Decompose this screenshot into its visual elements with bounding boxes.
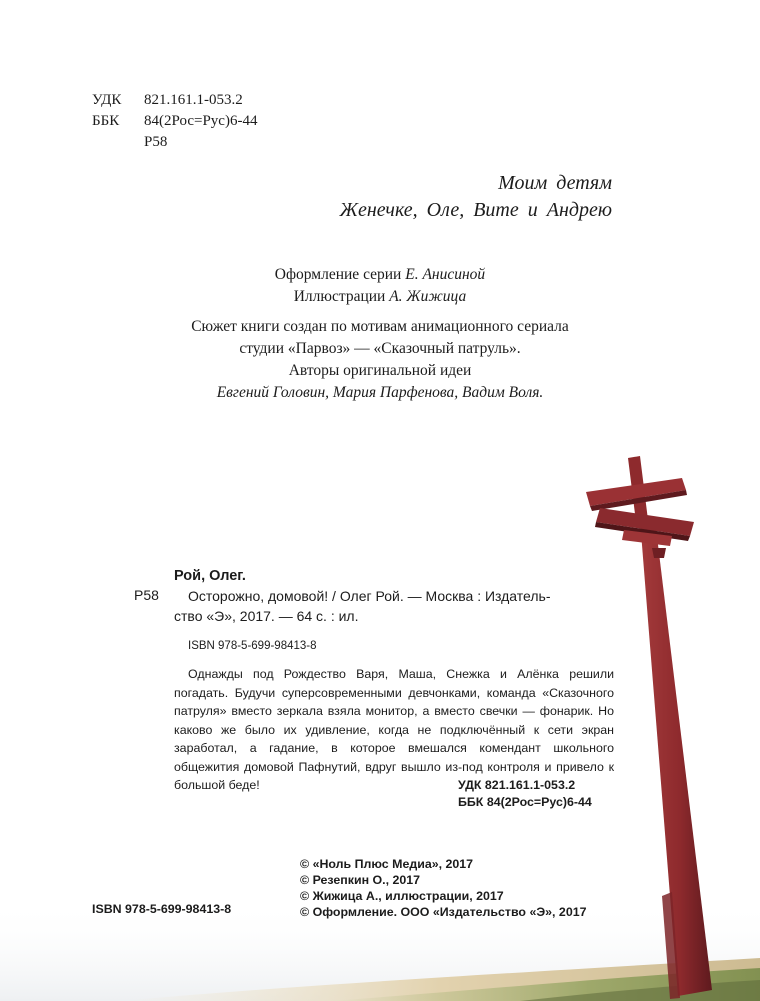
bbk-label: ББК [92, 113, 120, 129]
series-design-name: Е. Анисиной [405, 266, 486, 283]
biblio-bbk: ББК 84(2Рос=Рус)6-44 [458, 795, 592, 809]
biblio-record [174, 566, 614, 655]
signpost-peg [652, 548, 666, 558]
copyright-line: © Жижица А., иллюстрации, 2017 [300, 889, 504, 903]
copyright-block [300, 856, 587, 920]
biblio-description-line-2: ство «Э», 2017. — 64 с. : ил. [174, 608, 359, 624]
biblio-annotation: Однажды под Рождество Варя, Маша, Снежка и Алёнка решили погадать. Будучи суперсовременными девчонками, команда «Сказочного патруля» вместо зеркала взяла монитор, а вместо свечки — фонарик. Но каково же было их удивление, когда не подключённый к сети экран заработал, а гадание, в которое вмешался комендант школьного общежития домовой Пафнутий, вдруг вышло из-под контроля и привело к большой беде! [174, 667, 614, 792]
copyright-line: © Оформление. ООО «Издательство «Э», 2017 [300, 905, 587, 919]
author-mark: Р58 [144, 134, 168, 150]
series-credits [150, 264, 610, 308]
authors-heading: Авторы оригинальной идеи [288, 362, 472, 379]
authors-names: Евгений Головин, Мария Парфенова, Вадим Воля. [216, 384, 544, 401]
source-line-2: студии «Парвоз» — «Сказочный патруль». [239, 340, 521, 357]
biblio-classification [458, 777, 592, 811]
biblio-description-line-1: Осторожно, домовой! / Олег Рой. — Москва : Издатель- [188, 588, 551, 604]
source-line-1: Сюжет книги создан по мотивам анимационного сериала [191, 318, 569, 335]
illustrations-name: А. Жижица [389, 288, 467, 305]
series-design-label: Оформление серии [274, 266, 402, 283]
dedication-line-2: Женечке, Оле, Вите и Андрею [339, 199, 612, 221]
author-mark-row [92, 132, 257, 153]
udk-label: УДК [92, 92, 122, 108]
biblio-isbn: ISBN 978-5-699-98413-8 [188, 640, 317, 652]
udk-value: 821.161.1-053.2 [144, 92, 243, 108]
copyright-line: © Резепкин О., 2017 [300, 873, 421, 887]
illustrations-label: Иллюстрации [293, 288, 386, 305]
isbn-bottom: ISBN 978-5-699-98413-8 [92, 902, 232, 916]
catalog-codes [92, 90, 257, 153]
bbk-value: 84(2Рос=Рус)6-44 [144, 113, 258, 129]
biblio-author: Рой, Олег. [174, 568, 246, 584]
dedication [340, 170, 612, 224]
series-design-credit [150, 264, 610, 286]
dedication-line-1: Моим детям [498, 172, 612, 194]
biblio-udk: УДК 821.161.1-053.2 [458, 778, 576, 792]
source-info [80, 316, 680, 404]
copyright-line: © «Ноль Плюс Медиа», 2017 [300, 857, 474, 871]
udk-row [92, 90, 257, 111]
bbk-row [92, 111, 257, 132]
biblio-mark: Р58 [134, 587, 159, 603]
illustrations-credit [150, 286, 610, 308]
